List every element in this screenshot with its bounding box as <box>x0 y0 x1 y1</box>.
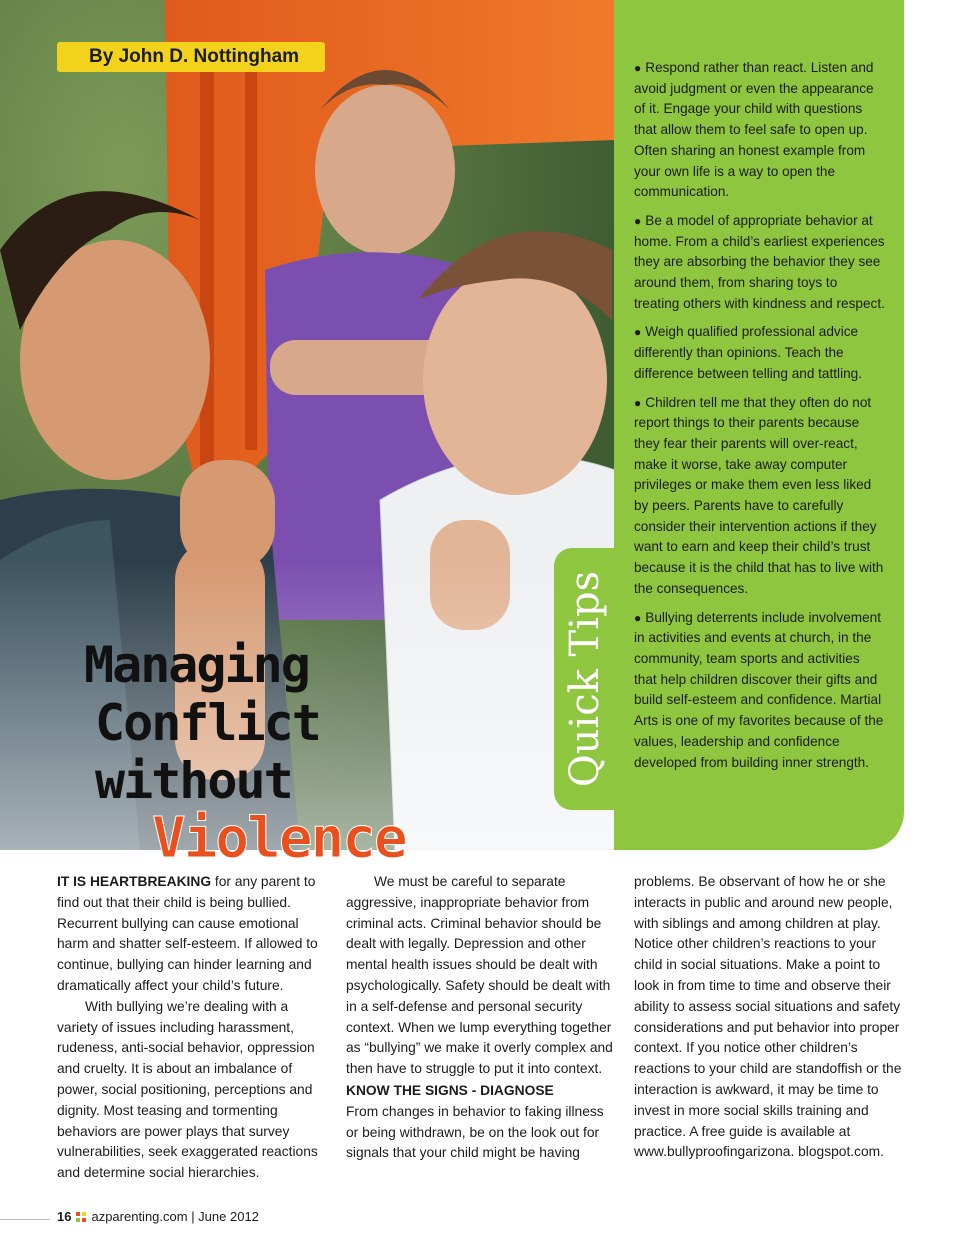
footer-rule <box>0 1219 50 1220</box>
body-column-3 <box>634 872 904 1163</box>
paragraph-text: for any parent to find out that their child is being bullied. Recurrent bullying can cause emotional harm and shatter self-esteem. If allowed to continue, bullying can hinder learning and dramatically affect your child’s future. <box>57 874 318 993</box>
quick-tips-label <box>555 548 615 810</box>
title-line-2: Conflict without <box>95 694 320 810</box>
body-column-1 <box>57 872 325 1184</box>
dot <box>82 1218 86 1222</box>
body-column-2 <box>346 872 614 1164</box>
quick-tips-label-text: Quick Tips <box>562 570 608 788</box>
publication-info: azparenting.com | June 2012 <box>91 1209 259 1224</box>
tip-item: ● Children tell me that they often do not report things to their parents because they fear their parents will over-react, make it worse, take away computer privileges or make them even less liked by peers. Parents have to carefully consider their intervention actions if they want to earn and keep their child’s trust because it is the child that has to live with the consequences. <box>634 393 886 600</box>
paragraph: From changes in behavior to faking illness or being withdrawn, be on the look out for signals that your child might be having <box>346 1103 604 1161</box>
page-number: 16 <box>57 1209 72 1224</box>
section-heading: KNOW THE SIGNS - DIAGNOSE <box>346 1082 554 1098</box>
article-title <box>78 636 538 871</box>
tip-item: ● Respond rather than react. Listen and avoid judgment or even the appearance of it. Engage your child with questions that allow them to feel safe to open up. Often sharing an honest example from your own life is a way to open the communication. <box>634 58 886 203</box>
byline: By John D. Nottingham <box>57 42 325 72</box>
paragraph <box>57 872 325 997</box>
dot <box>82 1212 86 1216</box>
title-line-3: Violence <box>152 806 406 871</box>
page-footer <box>57 1209 259 1224</box>
quick-tips-list <box>634 58 886 781</box>
paragraph: We must be careful to separate aggressive, inappropriate behavior from criminal acts. Criminal behavior should be dealt with legally. Depression and other mental health issues should be dealt with psychologically. Safety should be dealt with in a self-defense and personal security context. When we lump everything together as “bullying” we make it overly complex and then have to struggle to put it into context. <box>346 874 613 1077</box>
brand-dots-icon <box>76 1212 86 1222</box>
tip-item: ● Weigh qualified professional advice differently than opinions. Teach the difference between telling and tattling. <box>634 322 886 384</box>
tip-item: ● Be a model of appropriate behavior at home. From a child’s earliest experiences they are absorbing the behavior they see around them, from sharing toys to treating others with kindness and respect. <box>634 211 886 315</box>
dot <box>76 1218 80 1222</box>
paragraph: With bullying we’re dealing with a variety of issues including harassment, rudeness, anti-social behavior, oppression and cruelty. It is about an imbalance of power, social positioning, perceptions and dignity. Most teasing and tormenting behaviors are power plays that survey vulnerabilities, seek exaggerated reactions and determine social hierarchies. <box>57 998 318 1181</box>
tip-item: ● Bullying deterrents include involvement in activities and events at church, in the community, team sports and activities that help children discover their gifts and build self-esteem and confidence. Martial Arts is one of my favorites because of the values, leadership and confidence developed from building inner strength. <box>634 608 886 774</box>
title-line-1: Managing <box>84 636 309 694</box>
lead-in: IT IS HEARTBREAKING <box>57 874 212 889</box>
dot <box>76 1212 80 1216</box>
paragraph: problems. Be observant of how he or she interacts in public and around new people, with siblings and among children at play. Notice other children’s reactions to your child in social situations. Make a point to look in from time to time and observe their ability to assess social situations and safety considerations and put behavior into proper context. If you notice other children’s reactions to your child are standoffish or the interaction is awkward, it may be time to invest in more social skills training and practice. A free guide is available at www.bullyproofingarizona. blogspot.com. <box>634 874 902 1160</box>
